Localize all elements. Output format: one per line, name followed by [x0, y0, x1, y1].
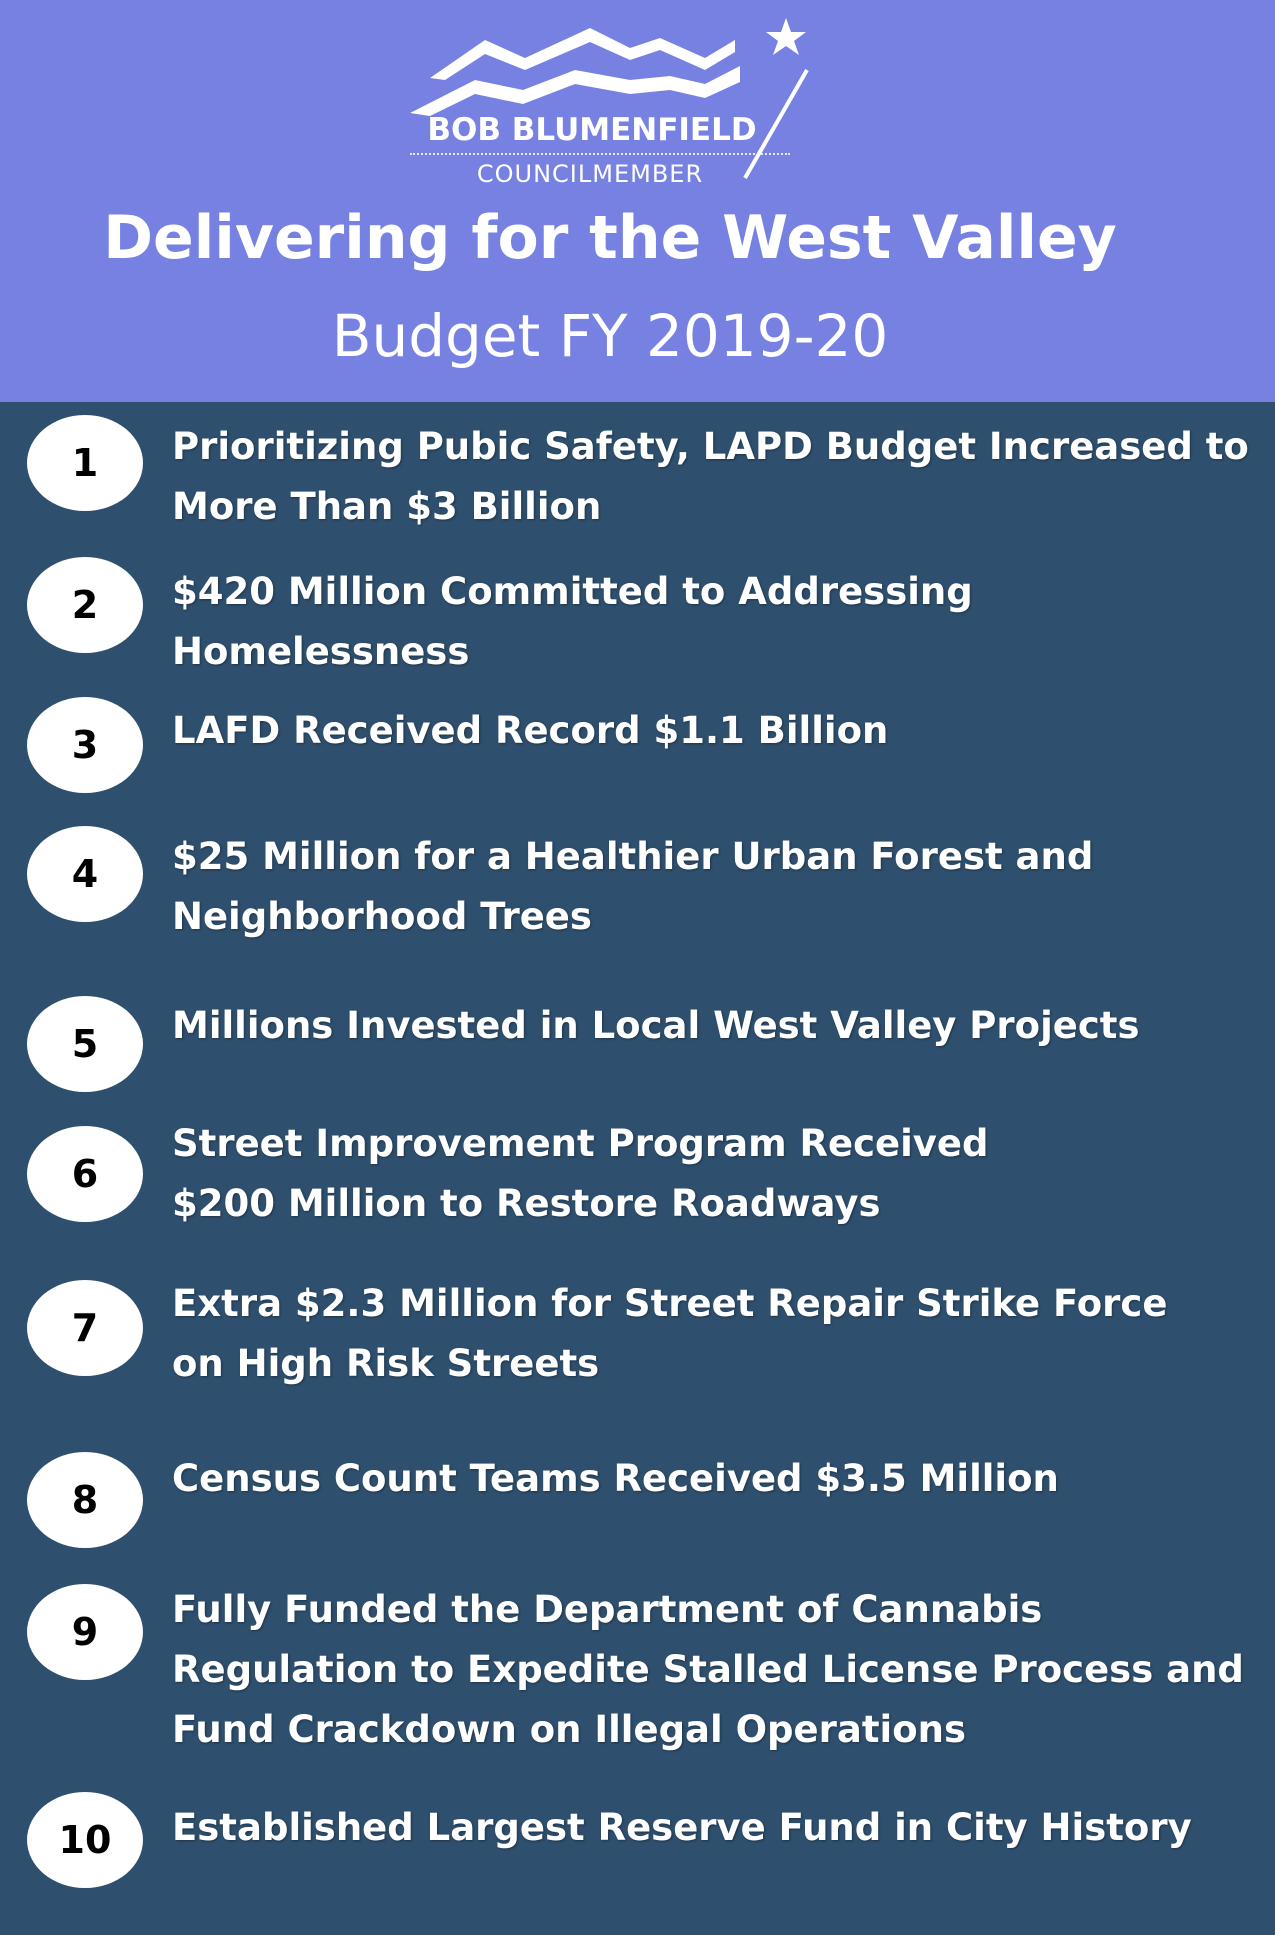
item-text: Millions Invested in Local West Valley Projects [172, 1004, 1140, 1047]
item-text: Extra $2.3 Million for Street Repair Strike Force on High Risk Streets [172, 1282, 1168, 1385]
item-text: Established Largest Reserve Fund in City History [172, 1806, 1192, 1849]
item-text: Street Improvement Program Received $200 Million to Restore Roadways [172, 1122, 989, 1225]
item-number-badge: 5 [27, 996, 143, 1092]
logo-divider [410, 153, 790, 155]
item-number-badge: 2 [27, 557, 143, 653]
header-banner [0, 0, 1275, 402]
item-number-badge: 1 [27, 415, 143, 511]
item-text: $25 Million for a Healthier Urban Forest and Neighborhood Trees [172, 835, 1094, 938]
item-number-badge: 3 [27, 697, 143, 793]
item-number-badge: 7 [27, 1280, 143, 1376]
item-text: $420 Million Committed to Addressing Homelessness [172, 570, 973, 673]
item-number-badge: 8 [27, 1452, 143, 1548]
page-title: Delivering for the West Valley [103, 203, 1117, 273]
logo-name: BOB BLUMENFIELD [427, 112, 757, 148]
item-number-badge: 10 [27, 1792, 143, 1888]
item-text: Fully Funded the Department of Cannabis Regulation to Expedite Stalled License Process and Fund Crackdown on Illegal Operations [172, 1588, 1244, 1751]
item-text: LAFD Received Record $1.1 Billion [172, 709, 889, 752]
item-text: Prioritizing Pubic Safety, LAPD Budget Increased to More Than $3 Billion [172, 425, 1249, 528]
item-number-badge: 4 [27, 826, 143, 922]
page-subtitle: Budget FY 2019-20 [331, 302, 889, 370]
item-number-badge: 6 [27, 1126, 143, 1222]
item-text: Census Count Teams Received $3.5 Million [172, 1457, 1059, 1500]
item-number-badge: 9 [27, 1584, 143, 1680]
logo-title: COUNCILMEMBER [476, 160, 704, 188]
